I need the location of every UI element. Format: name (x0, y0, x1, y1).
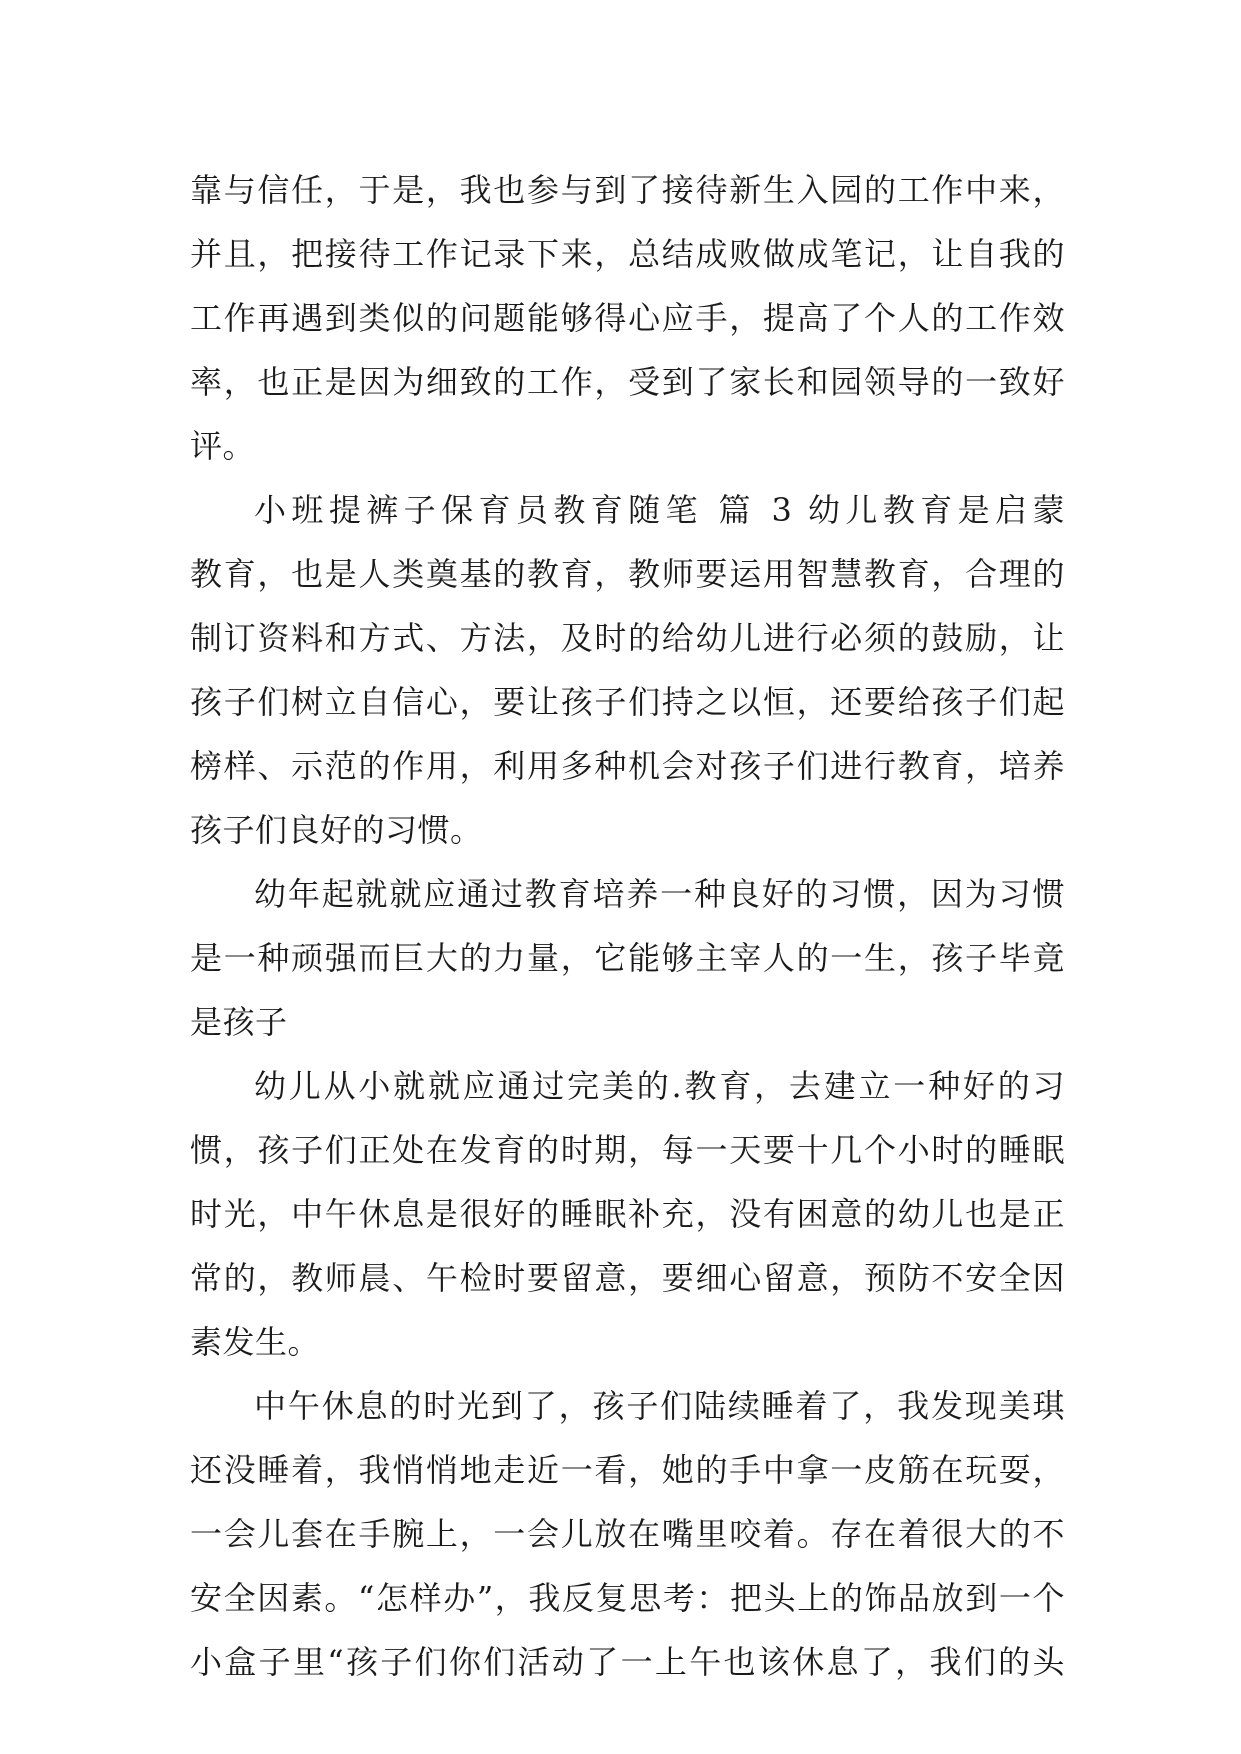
text-line: 工作再遇到类似的问题能够得心应手，提高了个人的工作效 (190, 299, 1065, 337)
text-line: 榜样、示范的作用，利用多种机会对孩子们进行教育，培养 (190, 747, 1065, 785)
text-line: 惯，孩子们正处在发育的时期，每一天要十几个小时的睡眠 (190, 1131, 1065, 1169)
text-line: 孩子们树立自信心，要让孩子们持之以恒，还要给孩子们起 (190, 683, 1065, 721)
text-line: 幼儿从小就就应通过完美的.教育，去建立一种好的习 (254, 1067, 1065, 1105)
text-line: 中午休息的时光到了，孩子们陆续睡着了，我发现美琪 (254, 1387, 1065, 1425)
text-line: 并且，把接待工作记录下来，总结成败做成笔记，让自我的 (190, 235, 1065, 273)
text-line: 小盒子里“孩子们你们活动了一上午也该休息了，我们的头 (190, 1643, 1065, 1681)
text-line: 率，也正是因为细致的工作，受到了家长和园领导的一致好 (190, 363, 1065, 401)
text-line: 时光，中午休息是很好的睡眠补充，没有困意的幼儿也是正 (190, 1195, 1065, 1233)
text-line: 制订资料和方式、方法，及时的给幼儿进行必须的鼓励，让 (190, 619, 1065, 657)
text-line: 是孩子 (190, 1003, 288, 1041)
text-line: 评。 (190, 427, 256, 465)
text-line: 安全因素。“怎样办”，我反复思考：把头上的饰品放到一个 (190, 1579, 1065, 1617)
text-line: 常的，教师晨、午检时要留意，要细心留意，预防不安全因 (190, 1259, 1065, 1297)
text-line: 教育，也是人类奠基的教育，教师要运用智慧教育，合理的 (190, 555, 1065, 593)
text-line: 幼年起就就应通过教育培养一种良好的习惯，因为习惯 (254, 875, 1065, 913)
section-heading-line: 小班提裤子保育员教育随笔 篇 3 幼儿教育是启蒙 (254, 491, 1065, 529)
text-line: 素发生。 (190, 1323, 321, 1361)
body-text (190, 158, 1065, 1694)
text-line: 一会儿套在手腕上，一会儿放在嘴里咬着。存在着很大的不 (190, 1515, 1065, 1553)
text-line: 还没睡着，我悄悄地走近一看，她的手中拿一皮筋在玩耍， (190, 1451, 1065, 1489)
text-line: 是一种顽强而巨大的力量，它能够主宰人的一生，孩子毕竟 (190, 939, 1065, 977)
text-line: 靠与信任，于是，我也参与到了接待新生入园的工作中来， (190, 171, 1065, 209)
text-line: 孩子们良好的习惯。 (190, 811, 483, 849)
